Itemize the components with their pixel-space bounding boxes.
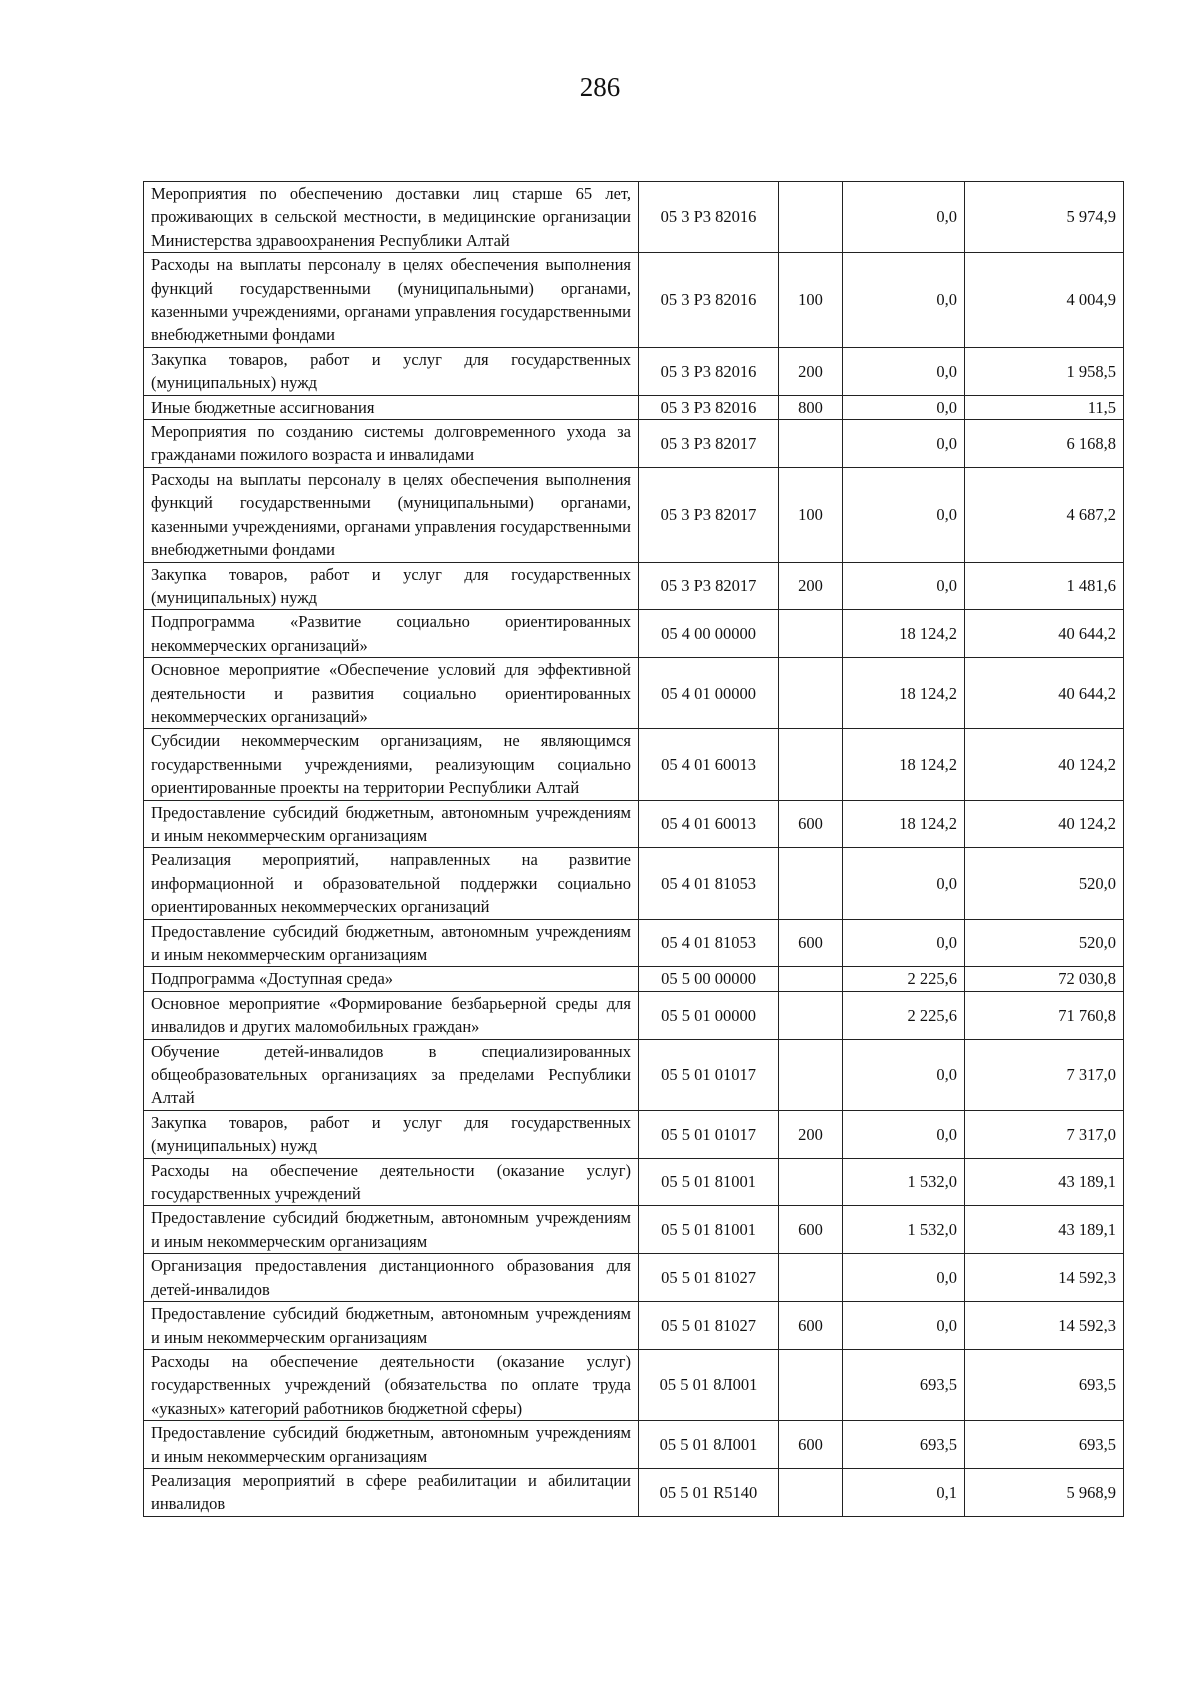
row-code-cell: 05 4 01 00000 [639, 658, 779, 729]
row-type-cell [779, 610, 843, 658]
row-sum1-cell: 18 124,2 [843, 610, 965, 658]
row-code-cell: 05 3 Р3 82016 [639, 395, 779, 419]
row-code-cell: 05 5 01 8Л001 [639, 1349, 779, 1420]
row-name-cell: Расходы на выплаты персоналу в целях обеспечения выполнения функций государственными (муниципальными) органами, казенными учреждениями, органами управления государственными внебюджетными фондами [144, 253, 639, 348]
row-sum1-cell: 0,0 [843, 1110, 965, 1158]
row-type-cell [779, 658, 843, 729]
row-sum2-cell: 4 004,9 [965, 253, 1124, 348]
row-sum2-cell: 7 317,0 [965, 1110, 1124, 1158]
row-type-cell: 600 [779, 1421, 843, 1469]
row-type-cell: 100 [779, 253, 843, 348]
table-row [144, 420, 1124, 468]
table-row [144, 919, 1124, 967]
table-row [144, 800, 1124, 848]
row-type-cell [779, 1349, 843, 1420]
table-row [144, 562, 1124, 610]
row-name-cell: Обучение детей-инвалидов в специализированных общеобразовательных организациях за пределами Республики Алтай [144, 1039, 639, 1110]
table-row [144, 610, 1124, 658]
table-row [144, 467, 1124, 562]
row-code-cell: 05 4 00 00000 [639, 610, 779, 658]
table-row [144, 1158, 1124, 1206]
row-type-cell [779, 967, 843, 991]
budget-table-body [144, 182, 1124, 1517]
row-sum2-cell: 7 317,0 [965, 1039, 1124, 1110]
row-type-cell: 600 [779, 1302, 843, 1350]
row-type-cell [779, 848, 843, 919]
row-code-cell: 05 3 Р3 82016 [639, 182, 779, 253]
row-type-cell [779, 729, 843, 800]
row-sum2-cell: 14 592,3 [965, 1254, 1124, 1302]
row-code-cell: 05 5 01 81027 [639, 1302, 779, 1350]
row-sum1-cell: 0,1 [843, 1468, 965, 1516]
row-code-cell: 05 5 01 8Л001 [639, 1421, 779, 1469]
row-name-cell: Мероприятия по созданию системы долговременного ухода за гражданами пожилого возраста и инвалидами [144, 420, 639, 468]
row-type-cell [779, 182, 843, 253]
row-type-cell: 600 [779, 800, 843, 848]
table-row [144, 991, 1124, 1039]
row-sum2-cell: 40 644,2 [965, 610, 1124, 658]
row-sum1-cell: 0,0 [843, 182, 965, 253]
table-row [144, 967, 1124, 991]
row-name-cell: Предоставление субсидий бюджетным, автономным учреждениям и иным некоммерческим организациям [144, 1421, 639, 1469]
row-name-cell: Реализация мероприятий, направленных на развитие информационной и образовательной поддержки социально ориентированных некоммерческих организаций [144, 848, 639, 919]
table-row [144, 253, 1124, 348]
table-row [144, 1206, 1124, 1254]
row-code-cell: 05 3 Р3 82017 [639, 562, 779, 610]
row-type-cell: 800 [779, 395, 843, 419]
row-type-cell: 200 [779, 347, 843, 395]
table-row [144, 1421, 1124, 1469]
row-name-cell: Предоставление субсидий бюджетным, автономным учреждениям и иным некоммерческим организациям [144, 919, 639, 967]
row-type-cell [779, 1158, 843, 1206]
budget-table [143, 181, 1124, 1517]
row-sum2-cell: 693,5 [965, 1421, 1124, 1469]
page-number: 286 [579, 72, 621, 102]
row-sum2-cell: 43 189,1 [965, 1206, 1124, 1254]
row-sum2-cell: 71 760,8 [965, 991, 1124, 1039]
row-sum2-cell: 40 124,2 [965, 729, 1124, 800]
row-code-cell: 05 5 01 81001 [639, 1206, 779, 1254]
row-sum2-cell: 1 958,5 [965, 347, 1124, 395]
row-name-cell: Реализация мероприятий в сфере реабилитации и абилитации инвалидов [144, 1468, 639, 1516]
row-sum2-cell: 4 687,2 [965, 467, 1124, 562]
row-name-cell: Субсидии некоммерческим организациям, не являющимся государственными учреждениями, реализующим социально ориентированные проекты на территории Республики Алтай [144, 729, 639, 800]
row-code-cell: 05 5 01 R5140 [639, 1468, 779, 1516]
row-type-cell [779, 1039, 843, 1110]
row-sum1-cell: 0,0 [843, 347, 965, 395]
row-sum2-cell: 5 974,9 [965, 182, 1124, 253]
row-sum2-cell: 14 592,3 [965, 1302, 1124, 1350]
row-name-cell: Закупка товаров, работ и услуг для государственных (муниципальных) нужд [144, 1110, 639, 1158]
row-name-cell: Предоставление субсидий бюджетным, автономным учреждениям и иным некоммерческим организациям [144, 1206, 639, 1254]
row-sum1-cell: 0,0 [843, 1302, 965, 1350]
row-sum1-cell: 0,0 [843, 420, 965, 468]
row-code-cell: 05 4 01 81053 [639, 919, 779, 967]
row-name-cell: Расходы на выплаты персоналу в целях обеспечения выполнения функций государственными (муниципальными) органами, казенными учреждениями, органами управления государственными внебюджетными фондами [144, 467, 639, 562]
row-sum1-cell: 2 225,6 [843, 967, 965, 991]
row-name-cell: Подпрограмма «Развитие социально ориентированных некоммерческих организаций» [144, 610, 639, 658]
row-code-cell: 05 4 01 60013 [639, 800, 779, 848]
row-type-cell [779, 1254, 843, 1302]
row-sum1-cell: 18 124,2 [843, 800, 965, 848]
row-sum2-cell: 5 968,9 [965, 1468, 1124, 1516]
table-row [144, 1254, 1124, 1302]
row-type-cell [779, 1468, 843, 1516]
table-row [144, 182, 1124, 253]
row-sum1-cell: 693,5 [843, 1421, 965, 1469]
table-row [144, 848, 1124, 919]
row-sum2-cell: 520,0 [965, 919, 1124, 967]
row-type-cell [779, 420, 843, 468]
row-sum1-cell: 18 124,2 [843, 658, 965, 729]
table-row [144, 1110, 1124, 1158]
row-name-cell: Иные бюджетные ассигнования [144, 395, 639, 419]
row-name-cell: Подпрограмма «Доступная среда» [144, 967, 639, 991]
row-sum1-cell: 0,0 [843, 848, 965, 919]
table-row [144, 658, 1124, 729]
row-sum2-cell: 520,0 [965, 848, 1124, 919]
table-row [144, 1349, 1124, 1420]
row-code-cell: 05 3 Р3 82016 [639, 253, 779, 348]
table-row [144, 1039, 1124, 1110]
row-sum1-cell: 1 532,0 [843, 1206, 965, 1254]
row-sum2-cell: 43 189,1 [965, 1158, 1124, 1206]
table-row [144, 347, 1124, 395]
row-sum1-cell: 0,0 [843, 467, 965, 562]
row-name-cell: Основное мероприятие «Обеспечение условий для эффективной деятельности и развития социально ориентированных некоммерческих организаций» [144, 658, 639, 729]
row-sum2-cell: 1 481,6 [965, 562, 1124, 610]
row-code-cell: 05 5 01 81001 [639, 1158, 779, 1206]
row-sum1-cell: 2 225,6 [843, 991, 965, 1039]
row-sum1-cell: 0,0 [843, 253, 965, 348]
row-code-cell: 05 5 01 81027 [639, 1254, 779, 1302]
row-name-cell: Мероприятия по обеспечению доставки лиц старше 65 лет, проживающих в сельской местности, в медицинские организации Министерства здравоохранения Республики Алтай [144, 182, 639, 253]
row-sum2-cell: 40 644,2 [965, 658, 1124, 729]
row-code-cell: 05 5 00 00000 [639, 967, 779, 991]
row-sum2-cell: 40 124,2 [965, 800, 1124, 848]
row-sum1-cell: 0,0 [843, 1039, 965, 1110]
row-sum1-cell: 0,0 [843, 395, 965, 419]
row-type-cell: 600 [779, 1206, 843, 1254]
row-type-cell: 600 [779, 919, 843, 967]
row-name-cell: Основное мероприятие «Формирование безбарьерной среды для инвалидов и других маломобильных граждан» [144, 991, 639, 1039]
row-name-cell: Предоставление субсидий бюджетным, автономным учреждениям и иным некоммерческим организациям [144, 1302, 639, 1350]
row-type-cell [779, 991, 843, 1039]
row-sum1-cell: 0,0 [843, 1254, 965, 1302]
row-code-cell: 05 4 01 81053 [639, 848, 779, 919]
row-name-cell: Расходы на обеспечение деятельности (оказание услуг) государственных учреждений (обязательства по оплате труда «указных» категорий работников бюджетной сферы) [144, 1349, 639, 1420]
row-sum2-cell: 72 030,8 [965, 967, 1124, 991]
row-sum1-cell: 0,0 [843, 919, 965, 967]
row-code-cell: 05 5 01 01017 [639, 1039, 779, 1110]
row-type-cell: 200 [779, 1110, 843, 1158]
row-code-cell: 05 4 01 60013 [639, 729, 779, 800]
row-sum1-cell: 693,5 [843, 1349, 965, 1420]
row-code-cell: 05 3 Р3 82017 [639, 467, 779, 562]
row-code-cell: 05 3 Р3 82016 [639, 347, 779, 395]
row-code-cell: 05 5 01 00000 [639, 991, 779, 1039]
row-type-cell: 100 [779, 467, 843, 562]
row-sum1-cell: 0,0 [843, 562, 965, 610]
row-sum1-cell: 1 532,0 [843, 1158, 965, 1206]
row-sum2-cell: 6 168,8 [965, 420, 1124, 468]
table-row [144, 1302, 1124, 1350]
row-sum1-cell: 18 124,2 [843, 729, 965, 800]
row-name-cell: Закупка товаров, работ и услуг для государственных (муниципальных) нужд [144, 562, 639, 610]
row-code-cell: 05 5 01 01017 [639, 1110, 779, 1158]
row-name-cell: Расходы на обеспечение деятельности (оказание услуг) государственных учреждений [144, 1158, 639, 1206]
table-row [144, 729, 1124, 800]
row-sum2-cell: 693,5 [965, 1349, 1124, 1420]
row-name-cell: Организация предоставления дистанционного образования для детей-инвалидов [144, 1254, 639, 1302]
row-name-cell: Закупка товаров, работ и услуг для государственных (муниципальных) нужд [144, 347, 639, 395]
table-row [144, 395, 1124, 419]
row-sum2-cell: 11,5 [965, 395, 1124, 419]
row-type-cell: 200 [779, 562, 843, 610]
row-code-cell: 05 3 Р3 82017 [639, 420, 779, 468]
table-row [144, 1468, 1124, 1516]
row-name-cell: Предоставление субсидий бюджетным, автономным учреждениям и иным некоммерческим организациям [144, 800, 639, 848]
